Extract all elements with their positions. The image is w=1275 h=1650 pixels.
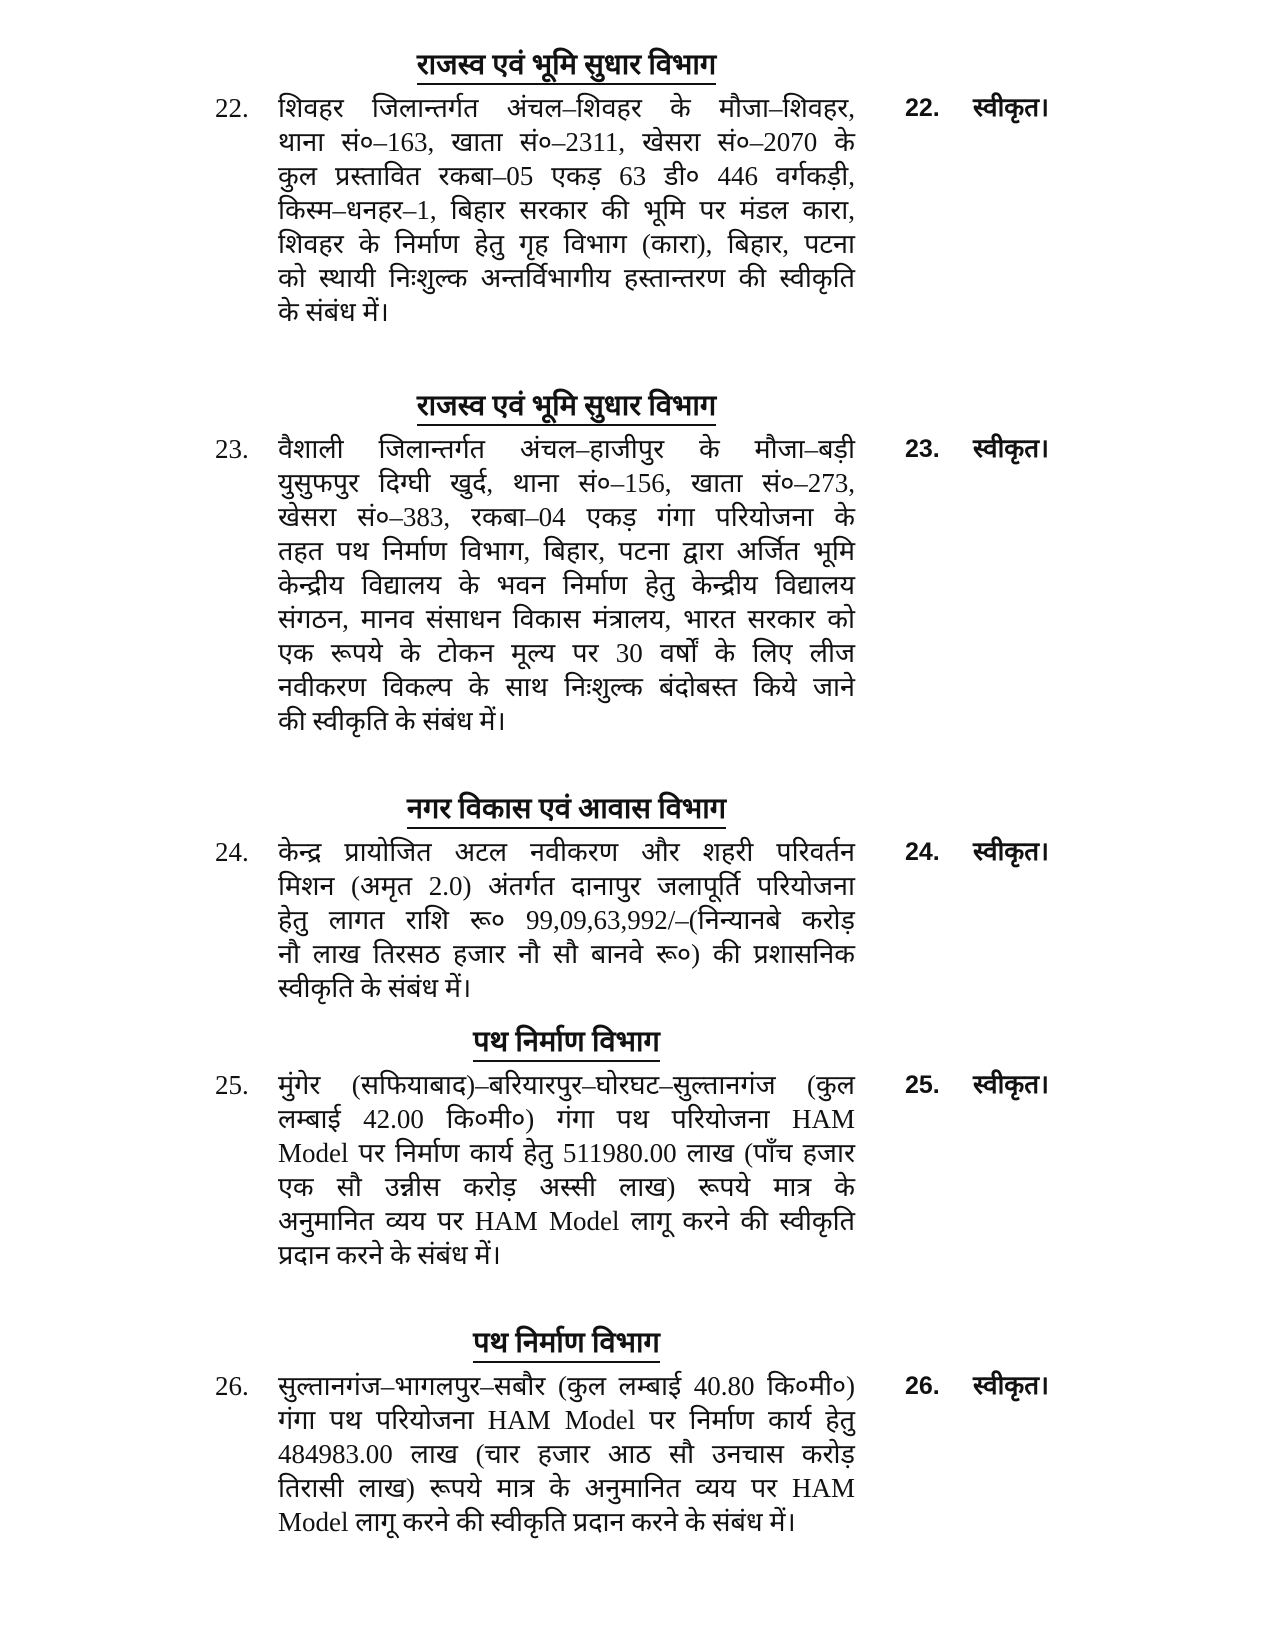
agenda-section-24 — [215, 792, 1275, 1005]
decision-status: स्वीकृत। — [973, 434, 1049, 463]
agenda-item — [215, 91, 1275, 329]
agenda-section-26 — [215, 1326, 1275, 1539]
agenda-line: नौ लाख तिरसठ हजार नौ सौ बानवे रू०) की प्रशासनिक — [278, 939, 855, 969]
agenda-item-number: 22. — [215, 93, 249, 123]
department-heading-row — [278, 792, 855, 831]
agenda-line: Model पर निर्माण कार्य हेतु 511980.00 लाख (पाँच हजार — [278, 1138, 855, 1168]
agenda-section-22 — [215, 48, 1275, 329]
decision-status: स्वीकृत। — [973, 1371, 1049, 1400]
decision-column — [905, 1068, 1049, 1102]
agenda-item-number: 25. — [215, 1070, 249, 1100]
agenda-section-23 — [215, 389, 1275, 738]
agenda-line: केन्द्र प्रायोजित अटल नवीकरण और शहरी परिवर्तन — [278, 837, 855, 867]
agenda-item-text — [278, 835, 855, 1005]
agenda-line: 484983.00 लाख (चार हजार आठ सौ उनचास करोड़ — [278, 1439, 855, 1469]
agenda-line: अनुमानित व्यय पर HAM Model लागू करने की स्वीकृति — [278, 1206, 855, 1236]
decision-status: स्वीकृत। — [973, 1070, 1049, 1099]
agenda-item-text — [278, 1068, 855, 1272]
agenda-item-text — [278, 1369, 855, 1539]
agenda-line: युसुफपुर दिग्घी खुर्द, थाना सं०–156, खाता सं०–273, — [278, 468, 855, 498]
department-heading-row — [278, 389, 855, 428]
agenda-line: लम्बाई 42.00 कि०मी०) गंगा पथ परियोजना HAM — [278, 1104, 855, 1134]
decision-number: 25. — [905, 1071, 940, 1099]
decision-number: 26. — [905, 1372, 940, 1400]
decision-column — [905, 1369, 1049, 1403]
agenda-line: खेसरा सं०–383, रकबा–04 एकड़ गंगा परियोजना के — [278, 502, 855, 532]
agenda-section-25 — [215, 1025, 1275, 1272]
department-heading: पथ निर्माण विभाग — [473, 1026, 660, 1062]
decision-number: 24. — [905, 838, 940, 866]
agenda-line: थाना सं०–163, खाता सं०–2311, खेसरा सं०–2070 के — [278, 127, 855, 157]
decision-column — [905, 91, 1049, 125]
agenda-line: मुंगेर (सफियाबाद)–बरियारपुर–घोरघट–सुल्तानगंज (कुल — [278, 1070, 855, 1100]
agenda-item — [215, 432, 1275, 738]
agenda-line: स्वीकृति के संबंध में। — [278, 973, 472, 1003]
decision-status: स्वीकृत। — [973, 93, 1049, 122]
department-heading: राजस्व एवं भूमि सुधार विभाग — [417, 49, 716, 85]
department-heading-row — [278, 1025, 855, 1064]
department-heading: नगर विकास एवं आवास विभाग — [407, 793, 726, 829]
agenda-line: शिवहर जिलान्तर्गत अंचल–शिवहर के मौजा–शिवहर, — [278, 93, 855, 123]
department-heading: पथ निर्माण विभाग — [473, 1327, 660, 1363]
decision-column — [905, 835, 1049, 869]
agenda-line: एक रूपये के टोकन मूल्य पर 30 वर्षों के लिए लीज — [278, 638, 855, 668]
decision-column — [905, 432, 1049, 466]
agenda-line: कुल प्रस्तावित रकबा–05 एकड़ 63 डी० 446 वर्गकड़ी, — [278, 161, 855, 191]
decision-number: 22. — [905, 94, 940, 122]
agenda-line: प्रदान करने के संबंध में। — [278, 1240, 501, 1270]
agenda-item-number: 24. — [215, 837, 249, 867]
department-heading-row — [278, 1326, 855, 1365]
agenda-line: मिशन (अमृत 2.0) अंतर्गत दानापुर जलापूर्ति परियोजना — [278, 871, 855, 901]
document-content — [215, 48, 1275, 1539]
agenda-line: एक सौ उन्नीस करोड़ अस्सी लाख) रूपये मात्र के — [278, 1172, 855, 1202]
agenda-item-text — [278, 91, 855, 329]
agenda-line: की स्वीकृति के संबंध में। — [278, 706, 506, 736]
agenda-line: किस्म–धनहर–1, बिहार सरकार की भूमि पर मंडल कारा, — [278, 195, 855, 225]
agenda-line: संगठन, मानव संसाधन विकास मंत्रालय, भारत सरकार को — [278, 604, 855, 634]
agenda-line: नवीकरण विकल्प के साथ निःशुल्क बंदोबस्त किये जाने — [278, 672, 855, 702]
agenda-item-text — [278, 432, 855, 738]
agenda-line: तिरासी लाख) रूपये मात्र के अनुमानित व्यय पर HAM — [278, 1473, 855, 1503]
agenda-line: शिवहर के निर्माण हेतु गृह विभाग (कारा), बिहार, पटना — [278, 229, 855, 259]
agenda-line: Model लागू करने की स्वीकृति प्रदान करने के संबंध में। — [278, 1507, 796, 1537]
agenda-line: को स्थायी निःशुल्क अन्तर्विभागीय हस्तान्तरण की स्वीकृति — [278, 263, 855, 293]
agenda-item — [215, 1369, 1275, 1539]
decision-status: स्वीकृत। — [973, 837, 1049, 866]
agenda-line: तहत पथ निर्माण विभाग, बिहार, पटना द्वारा अर्जित भूमि — [278, 536, 855, 566]
agenda-line: सुल्तानगंज–भागलपुर–सबौर (कुल लम्बाई 40.80 कि०मी०) — [278, 1371, 855, 1401]
decision-number: 23. — [905, 435, 940, 463]
agenda-item-number: 23. — [215, 434, 249, 464]
agenda-line: हेतु लागत राशि रू० 99,09,63,992/–(निन्यानबे करोड़ — [278, 905, 855, 935]
department-heading: राजस्व एवं भूमि सुधार विभाग — [417, 390, 716, 426]
agenda-line: केन्द्रीय विद्यालय के भवन निर्माण हेतु केन्द्रीय विद्यालय — [278, 570, 855, 600]
agenda-line: वैशाली जिलान्तर्गत अंचल–हाजीपुर के मौजा–बड़ी — [278, 434, 855, 464]
agenda-item — [215, 1068, 1275, 1272]
department-heading-row — [278, 48, 855, 87]
agenda-item — [215, 835, 1275, 1005]
agenda-line: के संबंध में। — [278, 297, 389, 327]
agenda-item-number: 26. — [215, 1371, 249, 1401]
agenda-line: गंगा पथ परियोजना HAM Model पर निर्माण कार्य हेतु — [278, 1405, 855, 1435]
